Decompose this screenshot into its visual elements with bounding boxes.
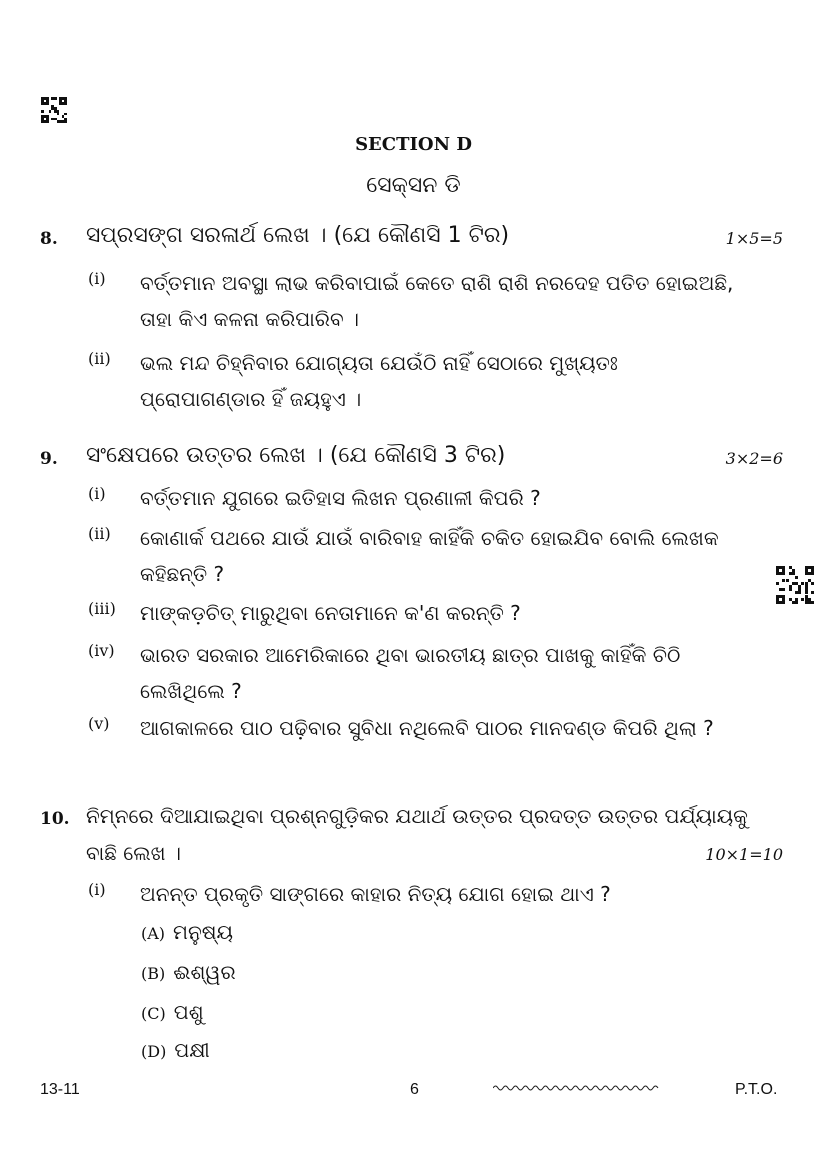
question-9-marks: 3×2=6 bbox=[725, 449, 783, 468]
item-text: ଭାରତ ସରକାର ଆମେରିକାରେ ଥିବା ଭାରତୀୟ ଛାତ୍ର ପାଖକୁ କାହିଁକି ଚିଠି ଲେଖିଥିଲେ ? bbox=[140, 643, 681, 703]
question-10-number: 10. bbox=[40, 809, 70, 829]
item-text: କୋଣାର୍କ ପଥରେ ଯାଉଁ ଯାଉଁ ବାରିବାହ କାହିଁକି ଚକିତ ହୋଇଯିବ ବୋଲି ଲେଖକ କହିଛନ୍ତି ? bbox=[140, 526, 719, 586]
item-text: ଭଲ ମନ୍ଦ ଚିହ୍ନିବାର ଯୋଗ୍ୟତା ଯେଉଁଠି ନାହିଁ ସେଠାରେ ମୁଖ୍ୟତଃ ପ୍ରୋପାଗଣ୍ଡାର ହିଁ ଜୟହୁଏ । bbox=[140, 351, 618, 411]
question-8-instruction: ସପ୍ରସଙ୍ଗ ସରଳାର୍ଥ ଲେଖ । (ଯେ କୌଣସି 1 ଟିର) bbox=[86, 223, 510, 248]
question-8-number: 8. bbox=[40, 229, 58, 249]
item-number: (v) bbox=[88, 714, 110, 733]
qr-code-side bbox=[776, 566, 814, 604]
option-d bbox=[141, 1038, 210, 1062]
item-text: ଅନନ୍ତ ପ୍ରକୃତି ସାଙ୍ଗରେ କାହାର ନିତ୍ୟ ଯୋଗ ହୋଇ ଥାଏ ? bbox=[140, 882, 611, 906]
option-letter: (A) bbox=[141, 924, 166, 943]
item-number: (i) bbox=[88, 484, 106, 503]
option-text: ଈଶ୍ୱର bbox=[173, 960, 236, 984]
question-10-instruction-cont: ବାଛି ଲେଖ । bbox=[86, 841, 181, 865]
option-text: ମନୁଷ୍ୟ bbox=[173, 920, 234, 944]
item-number: (ii) bbox=[88, 349, 111, 368]
item-number: (iv) bbox=[88, 641, 115, 660]
item-text: ବର୍ତ୍ତମାନ ଅବସ୍ଥା ଲାଭ କରିବାପାଇଁ କେତେ ରାଶି ରାଶି ନରଦେହ ପତିତ ହୋଇଅଛି, ତାହା କିଏ କଳନା କରିପାରିବ । bbox=[140, 271, 734, 331]
item-number: (ii) bbox=[88, 524, 111, 543]
option-letter: (D) bbox=[141, 1042, 167, 1061]
option-text: ପଶୁ bbox=[173, 1000, 204, 1024]
question-10-instruction: ନିମ୍ନରେ ଦିଆଯାଇଥିବା ପ୍ରଶ୍ନଗୁଡ଼ିକର ଯଥାର୍ଥ ଉତ୍ତର ପ୍ରଦତ୍ତ ଉତ୍ତର ପର୍ଯ୍ୟାୟକୁ bbox=[86, 804, 748, 828]
option-letter: (B) bbox=[141, 964, 166, 983]
item-number: (i) bbox=[88, 269, 106, 288]
section-title-odia: ସେକ୍ସନ ଡି bbox=[366, 173, 461, 198]
item-text: ମାଙ୍କଡ଼ଚିତ୍ ମାରୁଥିବା ନେତାମାନେ କ'ଣ କରନ୍ତି ? bbox=[140, 601, 521, 625]
footer-pto: P.T.O. bbox=[735, 1081, 778, 1098]
option-c bbox=[141, 1000, 204, 1024]
item-text: ବର୍ତ୍ତମାନ ଯୁଗରେ ଇତିହାସ ଲିଖନ ପ୍ରଣାଳୀ କିପରି ? bbox=[140, 486, 541, 510]
decorative-wave-line bbox=[493, 1083, 663, 1093]
item-number: (i) bbox=[88, 880, 106, 899]
qr-code-top bbox=[41, 97, 67, 123]
question-9-number: 9. bbox=[40, 449, 58, 469]
option-b bbox=[141, 960, 236, 984]
option-a bbox=[141, 920, 233, 944]
question-9-instruction: ସଂକ୍ଷେପରେ ଉତ୍ତର ଲେଖ । (ଯେ କୌଣସି 3 ଟିର) bbox=[86, 443, 506, 468]
item-number: (iii) bbox=[88, 599, 116, 618]
item-text: ଆଗକାଳରେ ପାଠ ପଢ଼ିବାର ସୁବିଧା ନଥିଲେବି ପାଠର ମାନଦଣ୍ଡ କିପରି ଥିଲା ? bbox=[140, 716, 714, 740]
footer-page-number: 6 bbox=[410, 1081, 419, 1098]
section-title-english: SECTION D bbox=[355, 134, 472, 155]
option-text: ପକ୍ଷୀ bbox=[174, 1038, 210, 1062]
option-letter: (C) bbox=[141, 1004, 166, 1023]
question-10-marks: 10×1=10 bbox=[705, 845, 783, 864]
question-8-marks: 1×5=5 bbox=[725, 229, 783, 248]
footer-code: 13-11 bbox=[40, 1081, 80, 1098]
